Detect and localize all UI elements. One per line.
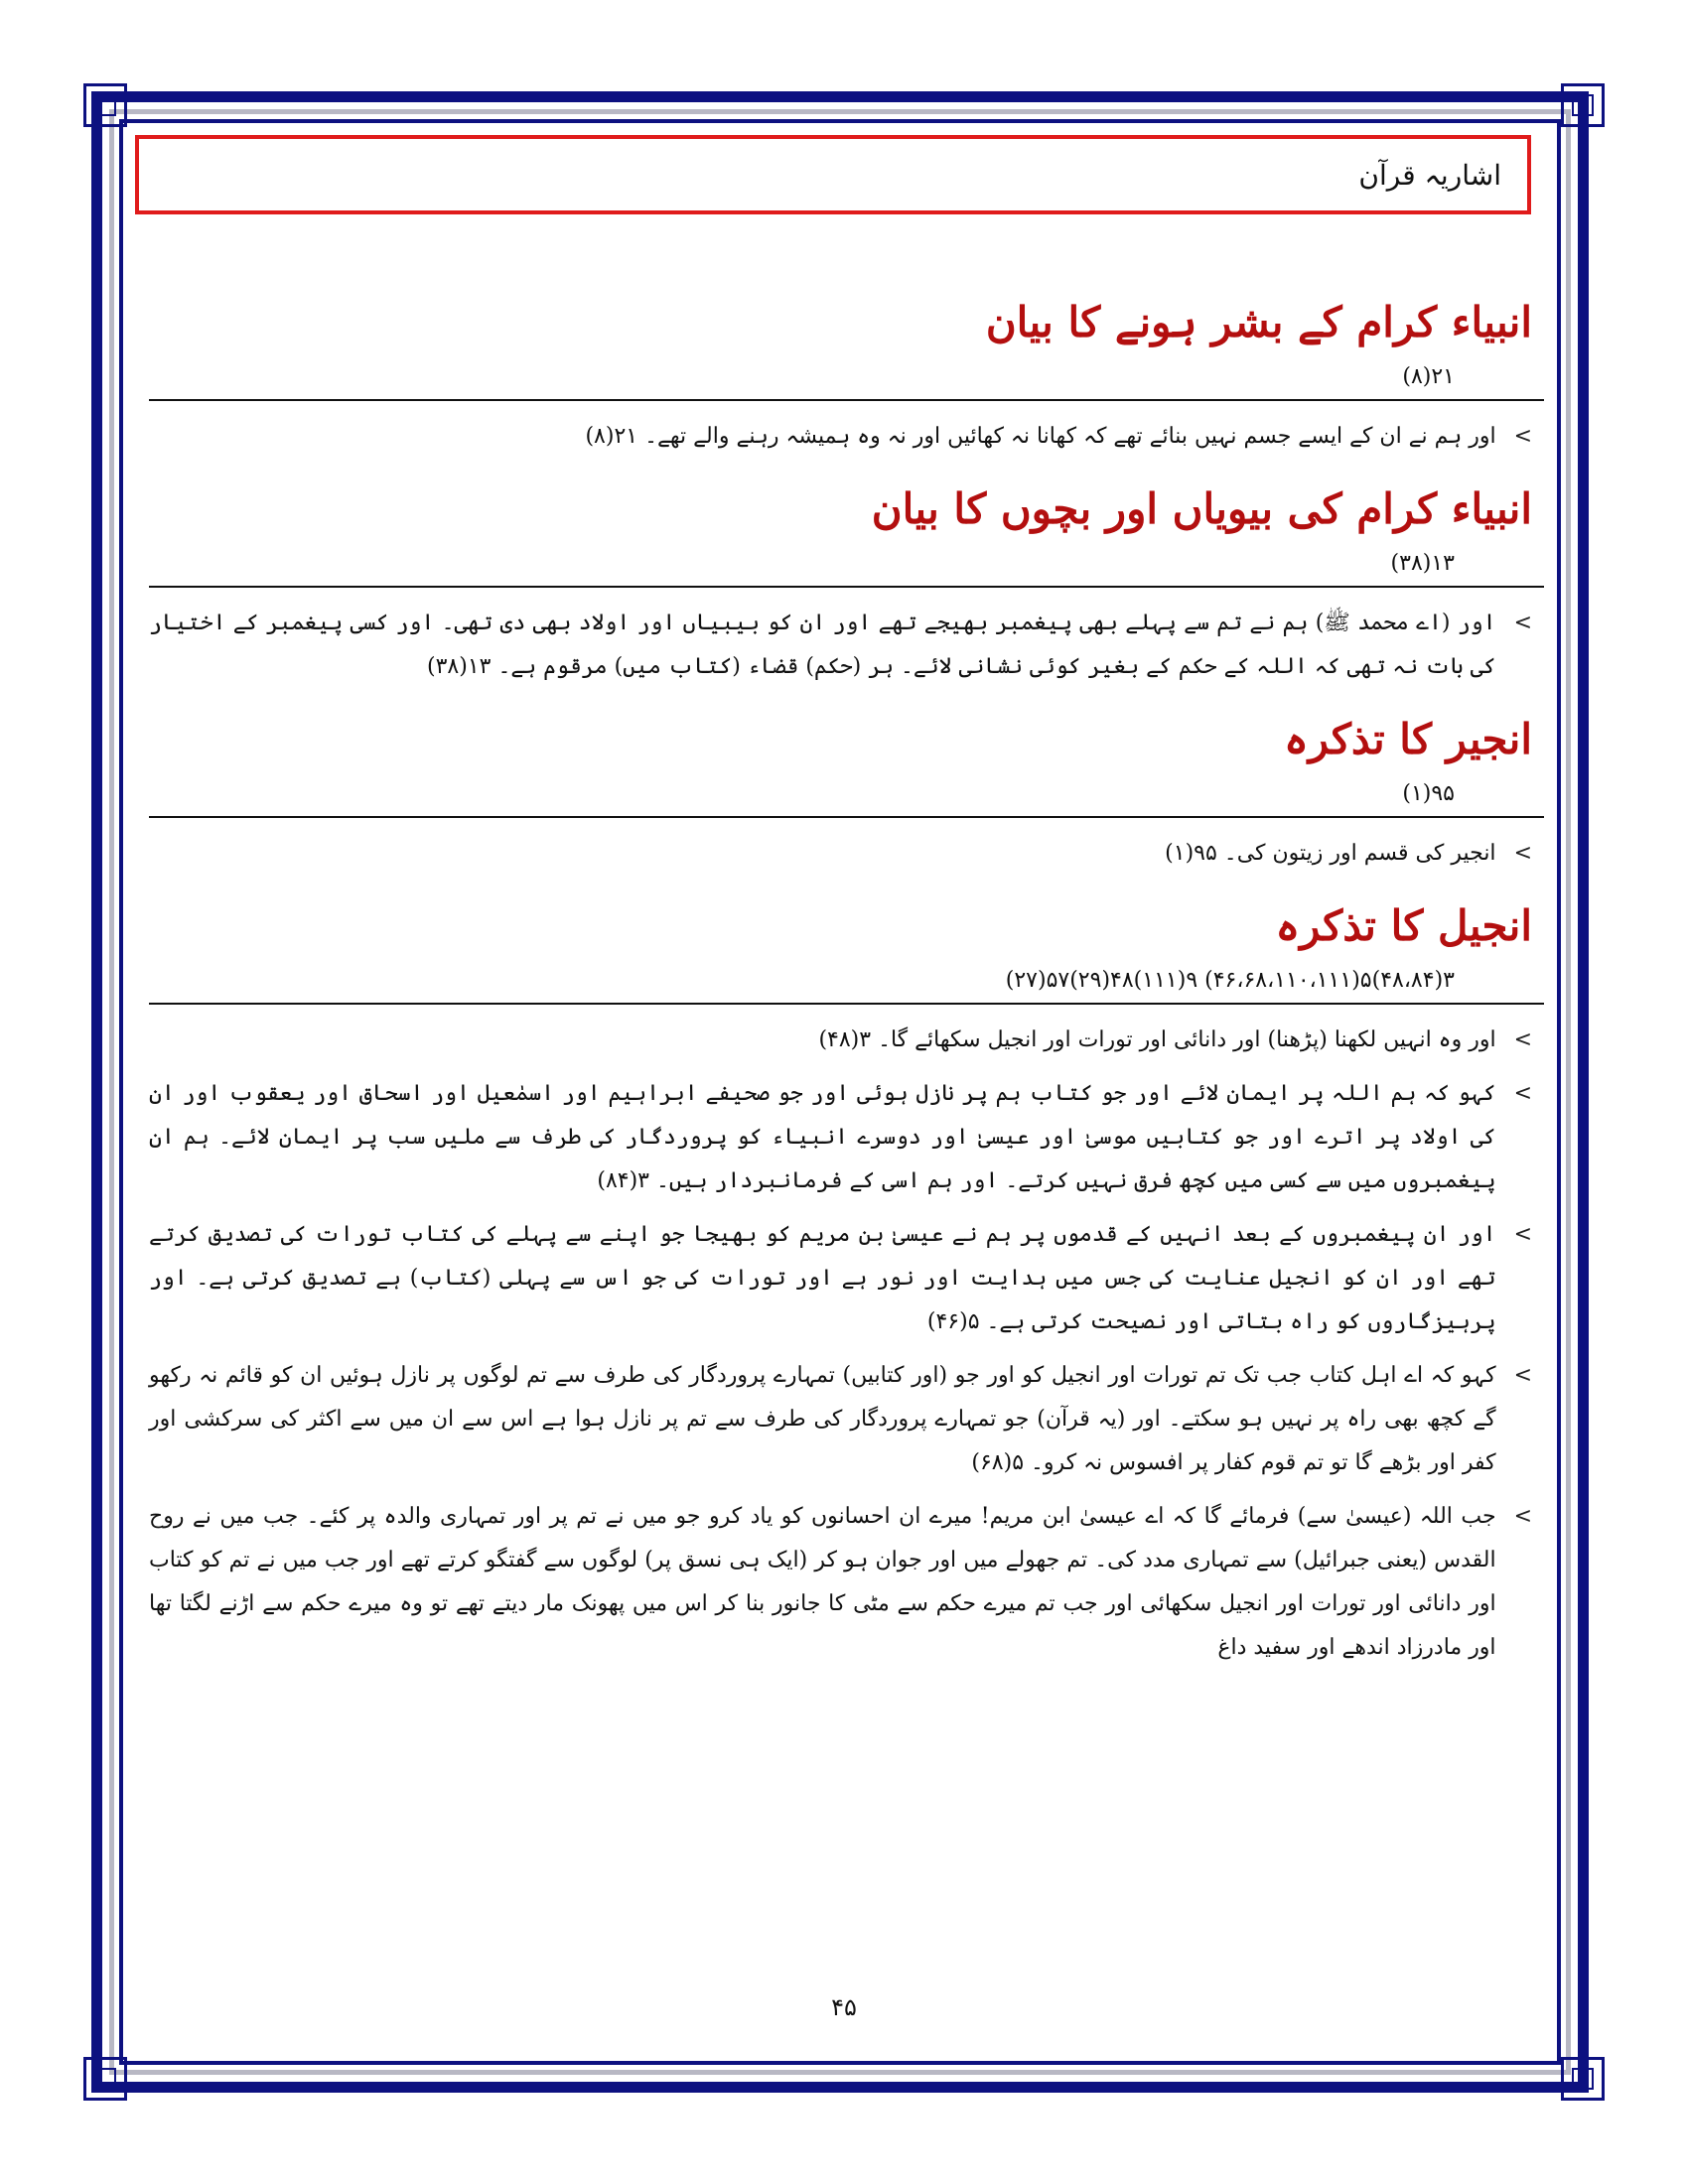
section-divider (149, 1003, 1544, 1005)
page-content (149, 298, 1544, 1696)
section (149, 484, 1544, 689)
arrow-bullet-icon: > (1513, 611, 1532, 635)
list-item (149, 1354, 1532, 1485)
arrow-bullet-icon: > (1513, 1081, 1532, 1106)
list-item (149, 1019, 1532, 1062)
entry-text: جب اللہ (عیسیٰ سے) فرمائے گا کہ اے عیسیٰ ابن مریم! میرے ان احسانوں کو یاد کرو جو میں نے تم پر اور تمہاری والدہ پر کئے۔ جب میں نے روح القدس (یعنی جبرائیل) سے تمہاری مدد کی۔ تم جھولے میں اور جوان ہو کر (ایک ہی نسق پر) لوگوں سے گفتگو کرتے تھے اور جب میں نے تم کو کتاب اور دانائی اور تورات اور انجیل سکھائی اور جب تم میرے حکم سے مٹی کا جانور بنا کر اس میں پھونک مار دیتے تھے تو وہ میرے حکم سے اڑنے لگتا تھا اور مادرزاد اندھے اور سفید داغ (149, 1504, 1496, 1660)
arrow-bullet-icon: > (1513, 424, 1532, 449)
section-references: ۳(۴۸،۸۴)۵(۴۶،۶۸،۱۱۰،۱۱۱) ۹(۱۱۱)۴۸(۲۹)۵۷(۲۷) (1005, 968, 1455, 993)
list-item (149, 1495, 1532, 1670)
section-references: ۱۳(۳۸) (1390, 551, 1455, 576)
section (149, 901, 1544, 1670)
border-corner-ornament (83, 83, 127, 127)
arrow-bullet-icon: > (1513, 841, 1532, 866)
border-corner-ornament (83, 2057, 127, 2101)
entry-text: کہو کہ اے اہل کتاب جب تک تم تورات اور انجیل کو اور جو (اور کتابیں) تمہارے پروردگار کی طرف سے تم لوگوں پر نازل ہوئیں ان کو قائم نہ رکھو گے کچھ بھی راہ پر نہیں ہو سکتے۔ اور (یہ قرآن) جو تمہارے پروردگار کی طرف سے تم پر نازل ہوا ہے اس سے ان میں سے اکثر کی سرکشی اور کفر اور بڑھے گا تو تم قوم کفار پر افسوس نہ کرو۔ ۵(۶۸) (149, 1363, 1496, 1475)
section-divider (149, 816, 1544, 818)
section-references: ۹۵(۱) (1402, 781, 1455, 806)
list-item (149, 602, 1532, 689)
border-corner-ornament (1561, 2057, 1605, 2101)
border-corner-ornament (1561, 83, 1605, 127)
section-title: انبیاء کرام کی بیویاں اور بچوں کا بیان (871, 484, 1532, 533)
section-title: انجیر کا تذکرہ (1284, 715, 1532, 763)
entry-text: کہو کہ ہم اللہ پر ایمان لائے اور جو کتاب ہم پر نازل ہوئی اور جو صحیفے ابراہیم اور اسمٰعیل اور اسحاق اور یعقوب اور ان کی اولاد پر اترے اور جو کتابیں موسیٰ اور عیسیٰ اور دوسرے انبیاء کو پروردگار کی طرف سے ملیں سب پر ایمان لائے۔ ہم ان پیغمبروں میں سے کسی میں کچھ فرق نہیں کرتے۔ اور ہم اسی کے فرمانبردار ہیں۔ ۳(۸۴) (149, 1081, 1496, 1193)
page-number: ۴۵ (831, 1993, 857, 2021)
header-title: اشاریہ قرآن (1358, 158, 1501, 192)
list-item (149, 1213, 1532, 1344)
arrow-bullet-icon: > (1513, 1363, 1532, 1388)
arrow-bullet-icon: > (1513, 1222, 1532, 1247)
section-divider (149, 399, 1544, 401)
section-title: انجیل کا تذکرہ (1275, 901, 1532, 950)
header-box (135, 135, 1531, 214)
arrow-bullet-icon: > (1513, 1027, 1532, 1052)
section (149, 298, 1544, 459)
entry-text: انجیر کی قسم اور زیتون کی۔ ۹۵(۱) (1165, 841, 1496, 866)
list-item (149, 415, 1532, 459)
section-references: ۲۱(۸) (1402, 364, 1455, 389)
entry-text: اور ہم نے ان کے ایسے جسم نہیں بنائے تھے کہ کھانا نہ کھائیں اور نہ وہ ہمیشہ رہنے والے تھے۔ ۲۱(۸) (585, 424, 1496, 449)
entry-text: اور (اے محمد ﷺ) ہم نے تم سے پہلے بھی پیغمبر بھیجے تھے اور ان کو بیبیاں اور اولاد بھی دی تھی۔ اور کسی پیغمبر کے اختیار کی بات نہ تھی کہ اللہ کے حکم کے بغیر کوئی نشانی لائے۔ ہر (حکم) قضاء (کتاب میں) مرقوم ہے۔ ۱۳(۳۸) (149, 611, 1496, 679)
section (149, 715, 1544, 876)
entry-text: اور وہ انہیں لکھنا (پڑھنا) اور دانائی اور تورات اور انجیل سکھائے گا۔ ۳(۴۸) (818, 1027, 1496, 1052)
list-item (149, 1072, 1532, 1203)
list-item (149, 832, 1532, 876)
arrow-bullet-icon: > (1513, 1504, 1532, 1529)
section-title: انبیاء کرام کے بشر ہونے کا بیان (985, 298, 1532, 346)
entry-text: اور ان پیغمبروں کے بعد انہیں کے قدموں پر ہم نے عیسیٰ بن مریم کو بھیجا جو اپنے سے پہلے کی کتاب تورات کی تصدیق کرتے تھے اور ان کو انجیل عنایت کی جس میں ہدایت اور نور ہے اور تورات کی جو اس سے پہلی (کتاب) ہے تصدیق کرتی ہے۔ اور پرہیزگاروں کو راہ بتاتی اور نصیحت کرتی ہے۔ ۵(۴۶) (149, 1222, 1496, 1334)
section-divider (149, 586, 1544, 588)
